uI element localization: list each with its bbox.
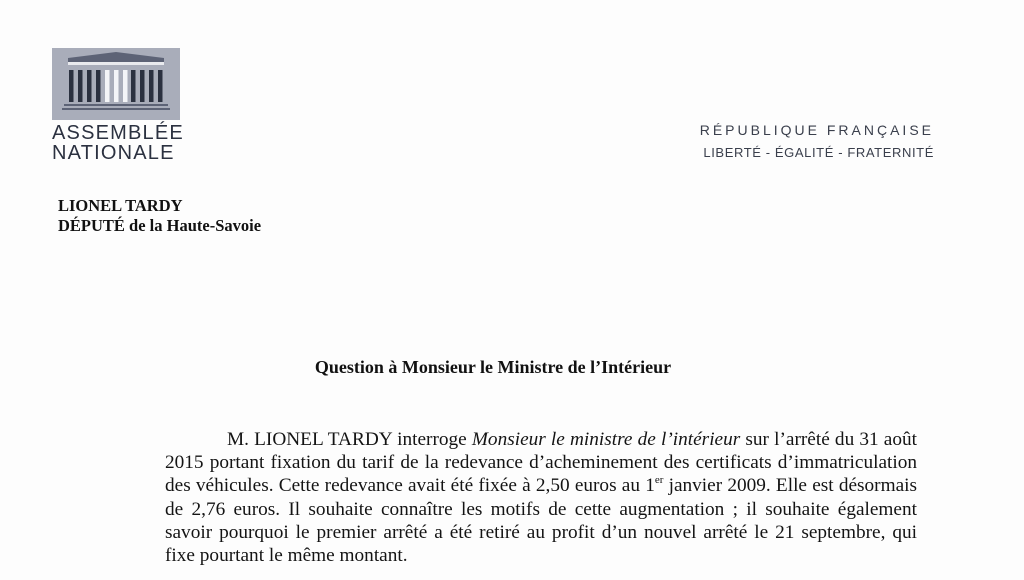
national-motto: LIBERTÉ - ÉGALITÉ - FRATERNITÉ — [703, 145, 934, 160]
minister-address: Monsieur le ministre de l’intérieur — [471, 429, 741, 450]
sender-title: DÉPUTÉ de la Haute-Savoie — [58, 216, 262, 235]
body-part-3: janvier 2009. Elle est désormais de 2,76 euros. Il souhaite connaître les motifs de cette augmentation ; il souhaite également savoir pourquoi le premier arrêté a été retiré au profit d’un nouvel arrêté le 21 septembre, qui fixe pourtant le même montant. — [165, 475, 917, 567]
body-part-2: sur l’arrêté du 31 août 2015 portant fixation du tarif de la redevance d’acheminement des certificats d’immatriculation des véhicules. Cette redevance avait été fixée à 2,50 euros au 1 — [165, 429, 917, 497]
ordinal-superscript: er — [654, 474, 664, 487]
hemicycle-building-icon — [52, 48, 180, 120]
question-body — [165, 428, 917, 567]
body-part-1: M. LIONEL TARDY interroge — [227, 429, 472, 450]
logo-text-nationale: NATIONALE — [52, 142, 175, 164]
republic-header — [700, 121, 934, 163]
question-title — [0, 357, 1024, 378]
sender-block — [58, 196, 261, 236]
sender-name: LIONEL TARDY — [58, 196, 183, 215]
logo-text-assemblee: ASSEMBLÉE — [52, 122, 184, 144]
question-title-text: Question à Monsieur le Ministre de l’Intérieur — [314, 357, 672, 377]
republique-francaise: RÉPUBLIQUE FRANÇAISE — [699, 122, 934, 138]
assemblee-nationale-logo — [52, 48, 182, 166]
